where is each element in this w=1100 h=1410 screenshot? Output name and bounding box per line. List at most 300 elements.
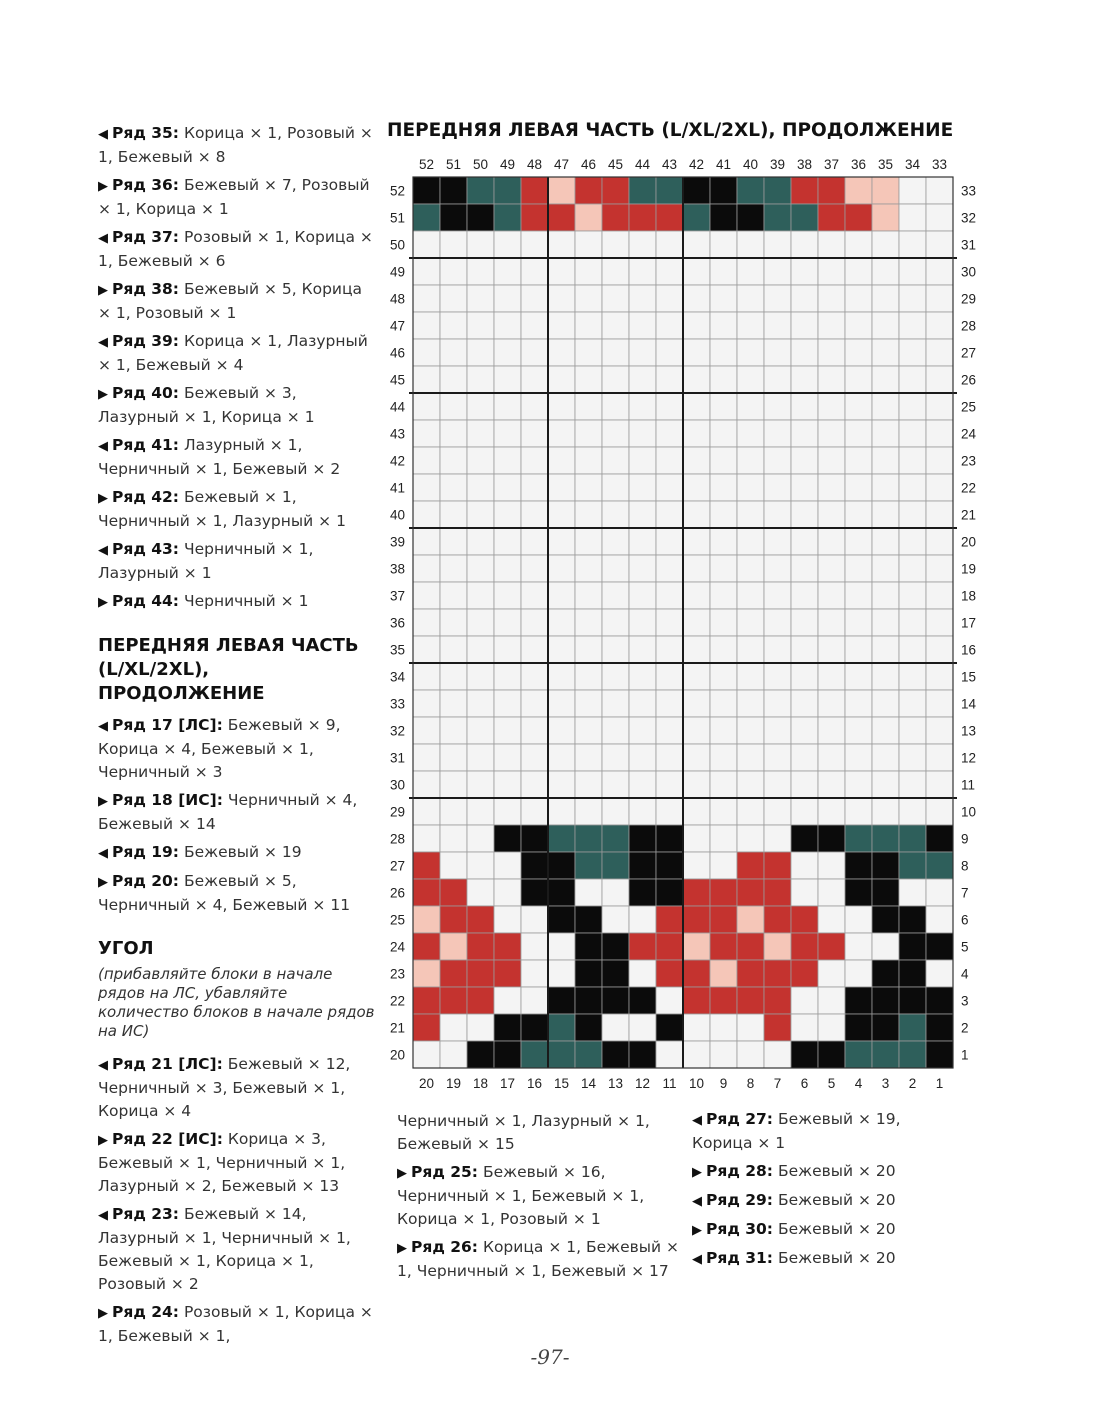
chart-cell [845,285,872,312]
chart-cell [602,258,629,285]
row-text: Бежевый × 20 [777,1220,896,1238]
chart-cell [737,339,764,366]
chart-cell [737,717,764,744]
chart-cell [872,987,899,1014]
chart-cell [656,420,683,447]
chart-cell [683,231,710,258]
chart-cell [656,852,683,879]
chart-cell [710,1014,737,1041]
chart-cell [548,636,575,663]
arrow-left-icon: ◀ [98,1208,108,1223]
chart-cell [683,582,710,609]
chart-title: ПЕРЕДНЯЯ ЛЕВАЯ ЧАСТЬ (L/XL/2XL), ПРОДОЛЖЕНИЕ [387,120,954,141]
chart-cell [629,555,656,582]
chart-cell [521,204,548,231]
chart-cell [764,528,791,555]
chart-cell [845,771,872,798]
chart-cell [845,825,872,852]
chart-cell [602,1041,629,1068]
chart-cell [413,717,440,744]
chart-cell [548,501,575,528]
chart-cell [872,744,899,771]
arrow-left-icon: ◀ [98,231,108,246]
chart-cell [521,285,548,312]
row-instruction [692,1247,962,1271]
chart-cell [872,528,899,555]
chart-cell [440,582,467,609]
chart-cell [872,663,899,690]
chart-cell [575,663,602,690]
chart-cell [764,960,791,987]
arrow-right-icon: ▶ [98,875,108,890]
chart-cell [656,393,683,420]
chart-cell [440,393,467,420]
chart-cell [656,906,683,933]
arrow-right-icon: ▶ [98,595,108,610]
chart-cell [467,960,494,987]
chart-cell [710,717,737,744]
chart-cell [818,744,845,771]
chart-cell [764,906,791,933]
chart-cell [440,501,467,528]
chart-cell [818,1041,845,1068]
chart-bottom-stitch-label: 8 [746,1076,755,1091]
chart-cell [548,933,575,960]
chart-cell [413,582,440,609]
chart-cell [413,231,440,258]
row-text: Корица × 1, Бежевый × 1, Черничный × 1, Бежевый × 17 [397,1238,679,1280]
chart-cell [548,906,575,933]
chart-cell [737,231,764,258]
row-text: Бежевый × 5, Корица × 1, Розовый × 1 [98,280,363,322]
chart-right-row-label: 5 [961,939,969,955]
chart-bottom-stitch-label: 5 [827,1076,836,1091]
chart-cell [845,906,872,933]
chart-cell [926,528,953,555]
chart-cell [440,312,467,339]
chart-cell [602,312,629,339]
chart-cell [710,285,737,312]
chart-cell [764,798,791,825]
chart-cell [467,258,494,285]
chart-right-row-label: 1 [961,1047,969,1063]
chart-cell [683,933,710,960]
chart-cell [683,609,710,636]
chart-cell [872,852,899,879]
chart-cell [683,528,710,555]
arrow-right-icon: ▶ [98,387,108,402]
chart-bottom-stitch-label: 6 [800,1076,809,1091]
chart-cell [494,393,521,420]
chart-cell [656,933,683,960]
chart-cell [521,663,548,690]
chart-cell [791,1041,818,1068]
chart-cell [548,339,575,366]
chart-cell [791,933,818,960]
chart-cell [899,906,926,933]
chart-cell [683,420,710,447]
chart-cell [467,906,494,933]
row-label: Ряд 24: [112,1303,179,1321]
chart-cell [494,366,521,393]
chart-left-row-label: 52 [389,183,405,199]
chart-top-stitch-label: 34 [904,157,921,172]
chart-cell [764,285,791,312]
chart-bottom-stitch-label: 11 [662,1076,677,1091]
arrow-left-icon: ◀ [98,719,108,734]
chart-right-row-label: 21 [961,507,977,523]
chart-cell [872,501,899,528]
chart-cell [764,852,791,879]
chart-cell [656,960,683,987]
chart-cell [494,528,521,555]
row-label: Ряд 42: [112,488,179,506]
chart-cell [602,879,629,906]
chart-cell [926,420,953,447]
chart-cell [494,906,521,933]
chart-cell [521,366,548,393]
chart-cell [872,231,899,258]
chart-cell [899,987,926,1014]
chart-cell [764,663,791,690]
row-text: Бежевый × 3, Лазурный × 1, Корица × 1 [98,384,315,426]
chart-cell [791,447,818,474]
chart-cell [737,528,764,555]
chart-cell [791,717,818,744]
chart-cell [656,825,683,852]
chart-cell [575,447,602,474]
chart-cell [548,312,575,339]
chart-cell [710,501,737,528]
chart-cell [602,231,629,258]
chart-cell [602,852,629,879]
chart-cell [791,906,818,933]
chart-cell [575,258,602,285]
chart-cell [737,906,764,933]
chart-cell [926,879,953,906]
chart-cell [656,366,683,393]
chart-cell [845,987,872,1014]
chart-cell [629,528,656,555]
chart-cell [494,690,521,717]
row-text: Бежевый × 16, Черничный × 1, Бежевый × 1, Корица × 1, Розовый × 1 [397,1163,645,1228]
chart-cell [521,879,548,906]
chart-cell [899,663,926,690]
chart-cell [548,366,575,393]
chart-right-row-label: 17 [961,615,977,631]
chart-cell [899,528,926,555]
row-text: Бежевый × 9, Корица × 4, Бежевый × 1, Черничный × 3 [98,716,341,781]
chart-cell [737,582,764,609]
chart-cell [629,825,656,852]
chart-cell [656,447,683,474]
chart-cell [521,987,548,1014]
chart-cell [629,798,656,825]
chart-cell [467,933,494,960]
page-number: -97- [530,1345,570,1369]
chart-cell [710,204,737,231]
chart-cell [845,690,872,717]
chart-cell [710,339,737,366]
chart-cell [710,393,737,420]
chart-cell [899,285,926,312]
row-label: Ряд 28: [706,1162,773,1180]
chart-right-row-label: 22 [961,480,977,496]
chart-right-row-label: 33 [961,183,977,199]
chart-cell [413,555,440,582]
chart-cell [548,744,575,771]
chart-cell [467,771,494,798]
chart-cell [521,690,548,717]
chart-cell [737,501,764,528]
chart-right-row-label: 12 [961,750,977,766]
chart-cell [413,987,440,1014]
chart-cell [683,852,710,879]
chart-cell [575,555,602,582]
chart-cell [710,177,737,204]
row-text: Лазурный × 1, Черничный × 1, Бежевый × 2 [98,436,341,478]
chart-cell [629,609,656,636]
chart-cell [791,825,818,852]
chart-cell [926,825,953,852]
row-label: Ряд 25: [411,1163,478,1181]
chart-cell [548,420,575,447]
chart-bottom-stitch-label: 17 [499,1076,516,1091]
chart-cell [494,582,521,609]
row-instruction [98,174,378,221]
chart-cell [899,879,926,906]
chart-cell [710,636,737,663]
chart-cell [440,933,467,960]
chart-cell [764,312,791,339]
chart-cell [575,339,602,366]
chart-cell [791,393,818,420]
chart-right-row-label: 13 [961,723,977,739]
chart-cell [791,285,818,312]
chart-cell [602,1014,629,1041]
chart-cell [791,501,818,528]
row-label: Ряд 31: [706,1249,773,1267]
chart-cell [440,204,467,231]
chart-cell [818,312,845,339]
chart-cell [926,960,953,987]
row-label: Ряд 36: [112,176,179,194]
chart-cell [548,1014,575,1041]
row-label: Ряд 22 [ИС]: [112,1130,223,1148]
chart-cell [764,177,791,204]
row-label: Ряд 20: [112,872,179,890]
chart-cell [872,798,899,825]
chart-cell [548,555,575,582]
chart-cell [737,474,764,501]
chart-cell [656,744,683,771]
chart-cell [521,798,548,825]
chart-cell [602,825,629,852]
chart-cell [467,339,494,366]
chart-right-row-label: 2 [961,1020,969,1036]
chart-bottom-stitch-label: 19 [445,1076,462,1091]
chart-cell [872,960,899,987]
chart-cell [683,690,710,717]
chart-cell [521,609,548,636]
chart-left-row-label: 51 [389,210,405,226]
chart-cell [683,879,710,906]
chart-cell [764,636,791,663]
chart-cell [872,177,899,204]
chart-cell [413,204,440,231]
chart-cell [818,204,845,231]
chart-cell [683,636,710,663]
chart-cell [710,798,737,825]
arrow-right-icon: ▶ [98,283,108,298]
chart-cell [926,717,953,744]
chart-cell [872,312,899,339]
chart-cell [737,609,764,636]
chart-cell [872,555,899,582]
left-text-column [98,122,378,1353]
chart-cell [764,771,791,798]
chart-cell [872,879,899,906]
chart-cell [683,663,710,690]
chart-cell [494,204,521,231]
chart-cell [791,312,818,339]
right-text-column [692,1108,962,1276]
chart-cell [494,825,521,852]
chart-cell [845,474,872,501]
chart-cell [818,285,845,312]
chart-cell [737,879,764,906]
chart-cell [467,744,494,771]
chart-cell [683,825,710,852]
chart-cell [494,258,521,285]
chart-cell [629,339,656,366]
chart-cell [413,744,440,771]
middle-text-column [397,1110,687,1288]
chart-right-row-label: 19 [961,561,977,577]
chart-cell [926,312,953,339]
chart-cell [494,420,521,447]
row-instruction [98,841,378,865]
chart-cell [764,447,791,474]
chart-cell [467,879,494,906]
chart-cell [926,1014,953,1041]
chart-cell [548,231,575,258]
chart-cell [845,528,872,555]
chart-cell [656,690,683,717]
chart-cell [602,636,629,663]
chart-cell [494,663,521,690]
chart-cell [791,960,818,987]
chart-cell [656,231,683,258]
chart-cell [899,771,926,798]
chart-left-row-label: 40 [389,507,405,523]
row-text: Розовый × 1, Корица × 1, Бежевый × 1, [98,1303,373,1345]
chart-cell [467,177,494,204]
chart-cell [467,420,494,447]
chart-left-row-label: 42 [389,453,405,469]
chart-cell [845,636,872,663]
chart-cell [629,744,656,771]
chart-cell [548,447,575,474]
chart-cell [683,258,710,285]
chart-top-stitch-label: 49 [499,157,516,172]
row-label: Ряд 29: [706,1191,773,1209]
row-label: Ряд 37: [112,228,179,246]
chart-cell [926,852,953,879]
chart-cell [467,663,494,690]
chart-cell [926,582,953,609]
chart-cell [494,960,521,987]
chart-cell [521,258,548,285]
chart-cell [872,420,899,447]
chart-cell [818,663,845,690]
chart-top-stitch-label: 43 [661,157,678,172]
chart-cell [845,555,872,582]
chart-cell [413,393,440,420]
arrow-left-icon: ◀ [98,335,108,350]
chart-cell [899,555,926,582]
chart-cell [899,474,926,501]
chart-cell [467,825,494,852]
row-instruction [397,1161,687,1231]
chart-cell [521,960,548,987]
chart-left-row-label: 43 [389,426,405,442]
chart-cell [764,474,791,501]
row-instruction [98,122,378,169]
chart-right-row-label: 20 [961,534,977,550]
chart-top-stitch-label: 37 [823,157,840,172]
chart-cell [899,609,926,636]
chart-cell [467,852,494,879]
row-instruction [98,382,378,429]
chart-cell [575,987,602,1014]
arrow-left-icon: ◀ [692,1252,702,1267]
chart-cell [467,528,494,555]
row-instruction [397,1110,687,1156]
chart-cell [791,744,818,771]
chart-cell [791,1014,818,1041]
chart-cell [521,906,548,933]
row-instruction [98,789,378,836]
chart-cell [413,474,440,501]
chart-cell [494,312,521,339]
chart-cell [926,501,953,528]
chart-bottom-stitch-label: 18 [472,1076,489,1091]
chart-cell [899,933,926,960]
chart-left-row-label: 41 [389,480,405,496]
chart-cell [521,312,548,339]
chart-cell [683,366,710,393]
chart-cell [413,447,440,474]
chart-cell [602,960,629,987]
chart-left-row-label: 23 [389,966,405,982]
chart-cell [899,339,926,366]
chart-cell [791,177,818,204]
chart-cell [899,420,926,447]
chart-cell [764,501,791,528]
chart-right-row-label: 27 [961,345,977,361]
chart-cell [521,177,548,204]
chart-cell [737,420,764,447]
chart-cell [710,906,737,933]
row-instruction [98,434,378,481]
chart-cell [737,636,764,663]
chart-cell [818,177,845,204]
row-instruction [98,870,378,917]
chart-cell [521,771,548,798]
chart-cell [629,258,656,285]
row-text: Бежевый × 20 [777,1162,896,1180]
